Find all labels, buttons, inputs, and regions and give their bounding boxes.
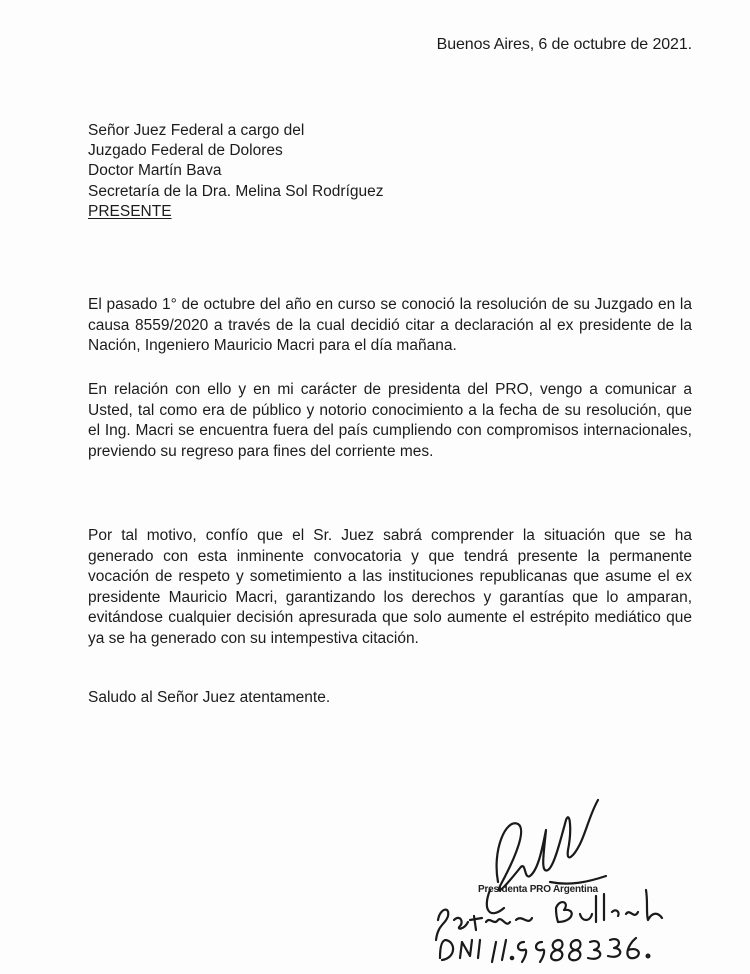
closing-line: Saludo al Señor Juez atentamente. [88, 689, 331, 706]
body-paragraph: El pasado 1° de octubre del año en curso se conoció la resolución de su Juzgado en la causa 8559/2020 a través de la cual decidió citar a declaración al ex presidente de la Nación, Ingeniero Mauricio Macri para el día mañana. [88, 296, 692, 354]
signature-caption: Presidenta PRO Argentina [478, 884, 598, 895]
addressee-line: Juzgado Federal de Dolores [88, 142, 283, 160]
addressee-line: Señor Juez Federal a cargo del [88, 122, 305, 139]
addressee-block [88, 121, 384, 222]
letter-date: Buenos Aires, 6 de octubre de 2021. [436, 36, 692, 53]
body-paragraph: Por tal motivo, confío que el Sr. Juez sabrá comprender la situación que se ha generado con esta inminente convocatoria y que tendrá presente la permanente vocación de respeto y sometimiento a las instituciones republicanas que asume el ex presidente Mauricio Macri, garantizando los derechos y garantías que lo amparan, evitándose cualquier decisión apresurada que solo aumente el estrépito mediático que ya se ha generado con su intempestiva citación. [88, 527, 692, 647]
addressee-line: Secretaría de la Dra. Melina Sol Rodríguez [88, 182, 384, 200]
presente-label: PRESENTE [88, 202, 172, 220]
addressee-line: Doctor Martín Bava [88, 162, 222, 180]
body-paragraph: En relación con ello y en mi carácter de presidenta del PRO, vengo a comunicar a Usted, tal como era de público y notorio conocimiento a la fecha de su resolución, que el Ing. Macri se encuentra fuera del país cumpliendo con compromisos internacionales, previendo su regreso para fines del corriente mes. [88, 381, 692, 460]
handwritten-signature [420, 790, 720, 970]
